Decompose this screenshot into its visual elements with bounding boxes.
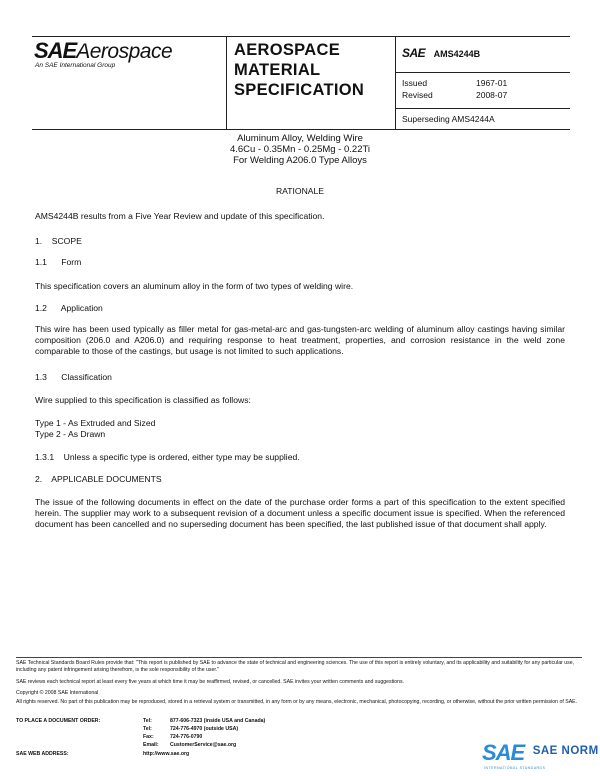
watermark-tagline: INTERNATIONAL STANDARDS [484,766,546,770]
tel-outside[interactable]: 724-776-4970 (outside USA) [170,726,239,732]
type-2: Type 2 - As Drawn [35,429,106,439]
superseding: Superseding AMS4244A [402,114,495,124]
doc-type-line-3: SPECIFICATION [234,81,365,99]
section-1-heading: 1. SCOPE [35,236,82,246]
sae-mark: SAE [402,46,426,60]
tel-outside-label: Tel: [143,726,152,732]
revised-value: 2008-07 [476,90,508,100]
tel-inside[interactable]: 877-606-7323 (inside USA and Canada) [170,718,266,724]
section-2-heading: 2. APPLICABLE DOCUMENTS [35,474,162,484]
section-1-1-heading: 1.1 Form [35,257,82,267]
doc-type-line-2: MATERIAL [234,61,321,79]
fax-number: 724-776-0790 [170,734,203,740]
doc-number-block [402,44,480,62]
logo-aerospace: Aerospace [76,40,173,63]
section-1-2-text: This wire has been used typically as filler metal for gas-metal-arc and gas-tungsten-arc welding of aluminum alloy castings having similar composition (206.0 and A206.0) and requiring response to heat treatment, properties, and corrosion resistance in the weld zone comparable to those of the castings, but usage is not limited to such applications. [35,324,565,356]
web-link[interactable]: http://www.sae.org [143,751,190,757]
footer-rights: All rights reserved. No part of this publication may be reproduced, stored in a retrieval system or transmitted, in any form or by any means, electronic, mechanical, photocopying, recording, or otherwise, without the prior written permission of SAE. [16,699,578,705]
section-1-1-text: This specification covers an aluminum alloy in the form of two types of welding wire. [35,281,354,291]
section-1-3-1: 1.3.1 Unless a specific type is ordered, either type may be supplied. [35,452,300,462]
order-label: TO PLACE A DOCUMENT ORDER: [16,718,101,724]
logo-sae: SAE [34,38,77,63]
section-1-3-heading: 1.3 Classification [35,372,112,382]
title-line-2: 4.6Cu - 0.35Mn - 0.25Mg - 0.22Ti [229,144,371,155]
email-label: Email: [143,742,159,748]
sae-aerospace-logo [34,38,172,64]
revised-label: Revised [402,90,433,100]
title-line-1: Aluminum Alloy, Welding Wire [237,133,363,144]
footer-review: SAE reviews each technical report at least every five years at which time it may be reaffirmed, revised, or cancelled. SAE invites your written comments and suggestions. [16,679,404,685]
tel-label: Tel: [143,718,152,724]
footer-board-rules: SAE Technical Standards Board Rules provide that: "This report is published by SAE to advance the state of technical and engineering sciences. The use of this report is entirely voluntary, and its applicability and suitability for any particular use, including any patent infringement arising therefrom, is the sole responsibility of the user." [16,660,575,673]
section-1-3-text: Wire supplied to this specification is classified as follows: [35,395,251,405]
watermark-norm: SAE NORM [532,745,599,757]
sae-norm-watermark [482,740,599,766]
footer-copyright: Copyright © 2008 SAE International [16,690,99,696]
web-label: SAE WEB ADDRESS: [16,751,69,757]
material-title [150,133,450,166]
rationale-text: AMS4244B results from a Five Year Review and update of this specification. [35,211,325,221]
doc-number: AMS4244B [433,49,481,59]
doc-type-title [234,40,364,100]
fax-label: Fax: [143,734,154,740]
section-2-text: The issue of the following documents in effect on the date of the purchase order forms a part of this specification to the extent specified herein. The supplier may work to a subsequent revision of a document unless a specific document issue is specified. When the referenced document has been cancelled and no superseding document has been specified, the last published issue of that document shall apply. [35,497,565,529]
title-line-3: For Welding A206.0 Type Alloys [233,155,367,166]
email-link[interactable]: CustomerService@sae.org [170,742,237,748]
issued-label: Issued [402,78,428,88]
watermark-sae-logo: SAE [482,740,525,765]
doc-type-line-1: AEROSPACE [234,41,340,59]
section-1-2-heading: 1.2 Application [35,303,103,313]
rationale-heading: RATIONALE [275,186,325,196]
type-1: Type 1 - As Extruded and Sized [35,418,156,428]
issued-value: 1967-01 [476,78,508,88]
logo-subtitle: An SAE International Group [35,62,116,69]
